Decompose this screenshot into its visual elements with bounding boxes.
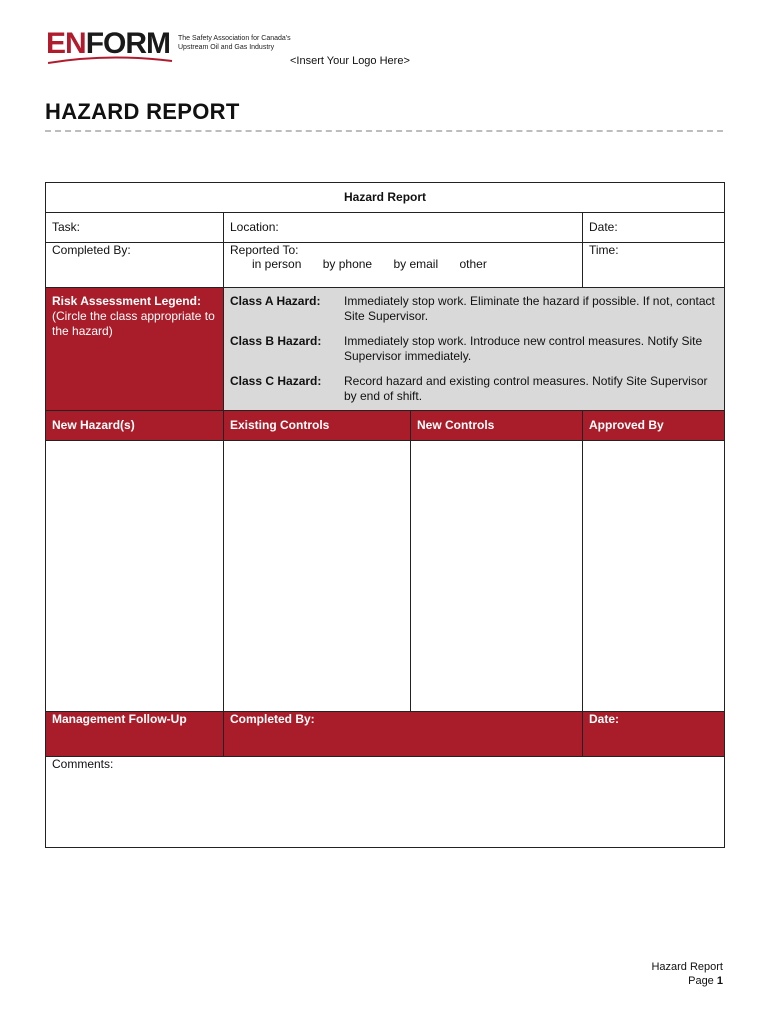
followup-completed-by-label: Completed By: xyxy=(230,712,315,726)
option-by-phone[interactable]: by phone xyxy=(322,257,373,271)
hazard-class-c-label: Class C Hazard: xyxy=(230,374,322,388)
reported-to-field[interactable] xyxy=(224,243,583,288)
new-hazards-entry[interactable] xyxy=(46,441,224,712)
completed-by-field[interactable] xyxy=(46,243,224,288)
time-field[interactable] xyxy=(583,243,725,288)
followup-date-field[interactable] xyxy=(583,712,725,757)
footer-doc-name: Hazard Report xyxy=(651,961,723,973)
hazard-class-c-text: Record hazard and existing control measures. Notify Site Supervisor by end of shift. xyxy=(344,374,708,403)
completed-by-label: Completed By: xyxy=(52,243,131,257)
followup-date-label: Date: xyxy=(589,712,620,726)
logo-word-en: EN xyxy=(46,27,86,60)
logo-word-form: FORM xyxy=(85,27,171,60)
hazard-class-b[interactable] xyxy=(230,334,718,364)
comments-label: Comments: xyxy=(52,757,114,771)
legend-title: Risk Assessment Legend: xyxy=(52,294,201,308)
hazard-class-b-label: Class B Hazard: xyxy=(230,334,322,348)
enform-logo xyxy=(46,27,296,67)
reported-options xyxy=(230,257,576,271)
column-header-existing-controls: Existing Controls xyxy=(224,411,411,441)
footer-page-label: Page xyxy=(688,975,714,987)
hazard-report-form xyxy=(45,182,725,848)
risk-legend xyxy=(46,288,224,411)
management-followup-label: Management Follow-Up xyxy=(46,712,224,757)
approved-by-entry[interactable] xyxy=(583,441,725,712)
hazard-class-a-label: Class A Hazard: xyxy=(230,294,321,308)
hazard-classes xyxy=(224,288,725,411)
new-controls-entry[interactable] xyxy=(411,441,583,712)
insert-logo-placeholder: <Insert Your Logo Here> xyxy=(290,55,410,67)
page-title: HAZARD REPORT xyxy=(45,99,240,124)
location-field[interactable] xyxy=(224,213,583,243)
hazard-class-a[interactable] xyxy=(230,294,718,324)
hazard-class-c[interactable] xyxy=(230,374,718,404)
page-footer xyxy=(651,960,723,988)
column-header-approved-by: Approved By xyxy=(583,411,725,441)
logo-swoosh-icon xyxy=(48,55,174,65)
title-divider xyxy=(45,130,723,132)
comments-field[interactable] xyxy=(46,757,725,848)
task-field[interactable] xyxy=(46,213,224,243)
column-header-new-hazards: New Hazard(s) xyxy=(46,411,224,441)
date-label: Date: xyxy=(589,220,618,234)
form-header: Hazard Report xyxy=(46,183,725,213)
time-label: Time: xyxy=(589,243,619,257)
hazard-class-a-text: Immediately stop work. Eliminate the hazard if possible. If not, contact Site Supervisor. xyxy=(344,294,715,323)
option-by-email[interactable]: by email xyxy=(393,257,439,271)
option-in-person[interactable]: in person xyxy=(252,257,302,271)
existing-controls-entry[interactable] xyxy=(224,441,411,712)
date-field[interactable] xyxy=(583,213,725,243)
logo-tagline-line2: Upstream Oil and Gas Industry xyxy=(178,44,275,51)
footer-page xyxy=(651,974,723,988)
footer-page-number: 1 xyxy=(716,975,723,987)
logo-tagline-line1: The Safety Association for Canada's xyxy=(178,35,291,42)
followup-completed-by-field[interactable] xyxy=(224,712,583,757)
hazard-class-b-text: Immediately stop work. Introduce new control measures. Notify Site Supervisor immediately. xyxy=(344,334,703,363)
reported-to-label: Reported To: xyxy=(230,243,299,257)
location-label: Location: xyxy=(230,220,279,234)
task-label: Task: xyxy=(52,220,81,234)
option-other[interactable]: other xyxy=(459,257,487,271)
legend-note: (Circle the class appropriate to the hazard) xyxy=(52,309,215,338)
logo-tagline xyxy=(178,34,308,52)
column-header-new-controls: New Controls xyxy=(411,411,583,441)
